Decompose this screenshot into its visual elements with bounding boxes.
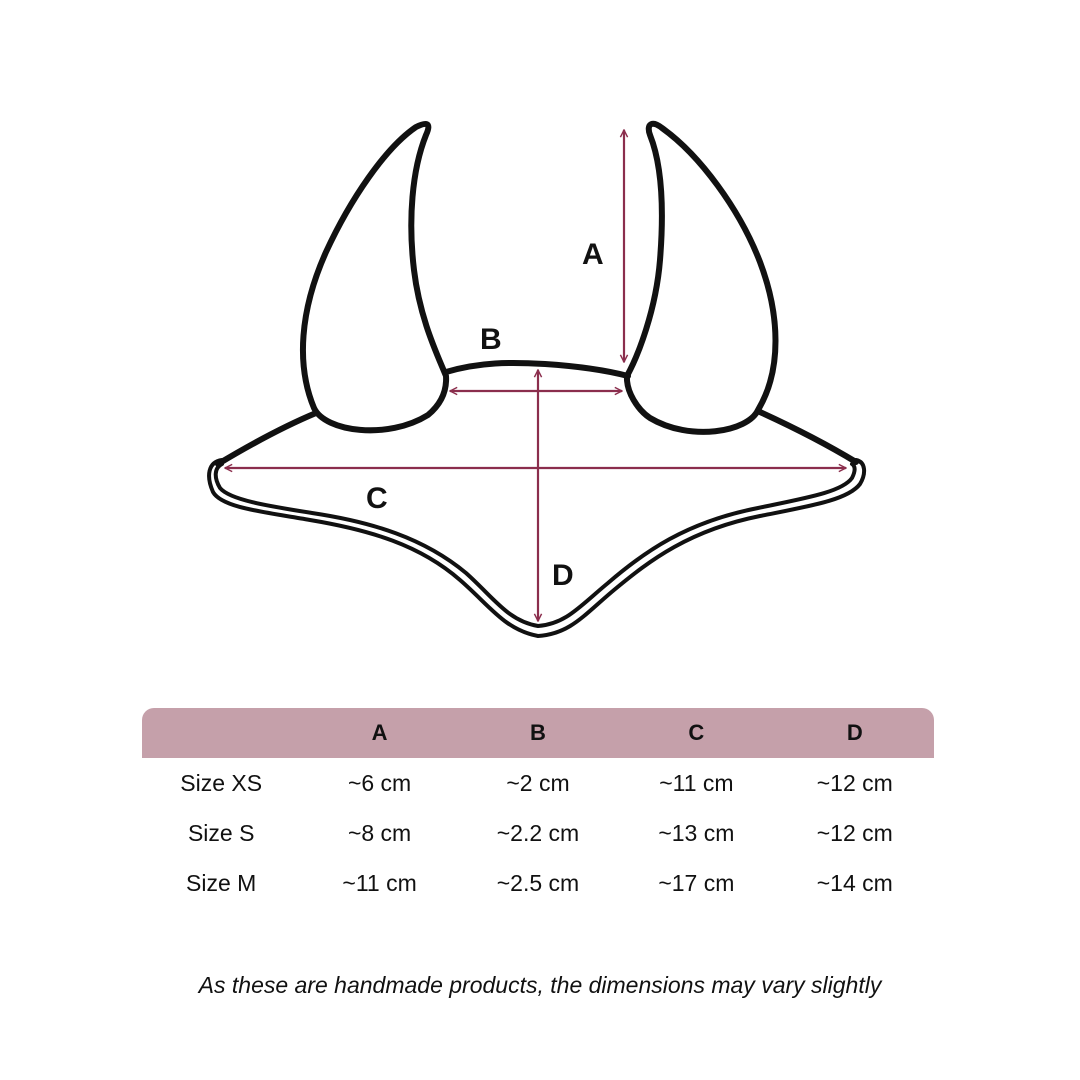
left-ear-outline xyxy=(303,124,446,430)
right-strap-outline xyxy=(760,412,856,462)
table-row xyxy=(142,858,934,908)
size-table xyxy=(142,708,934,908)
value-a: ~11 cm xyxy=(342,869,417,896)
header-cell-b: B xyxy=(530,720,546,745)
table-header xyxy=(142,708,934,758)
size-label: Size XS xyxy=(180,769,263,796)
size-label: Size M xyxy=(186,869,257,896)
value-d: ~14 cm xyxy=(816,869,893,896)
header-cell-a: A xyxy=(371,720,388,745)
value-d: ~12 cm xyxy=(816,819,893,846)
table-row xyxy=(142,758,934,808)
label-b: B xyxy=(480,323,502,356)
right-ear-outline xyxy=(627,124,776,432)
value-c: ~13 cm xyxy=(658,819,735,846)
value-b: ~2.2 cm xyxy=(496,819,580,846)
header-cell-d: D xyxy=(846,720,863,745)
value-a: ~8 cm xyxy=(347,819,412,846)
size-label: Size S xyxy=(187,819,255,846)
value-a: ~6 cm xyxy=(347,769,412,796)
bonnet-band-inner xyxy=(216,464,855,626)
value-c: ~17 cm xyxy=(658,869,735,896)
header-cell-c: C xyxy=(688,720,705,745)
value-d: ~12 cm xyxy=(816,769,893,796)
value-c: ~11 cm xyxy=(659,769,734,796)
label-a: A xyxy=(582,238,604,271)
value-b: ~2.5 cm xyxy=(496,869,580,896)
label-c: C xyxy=(366,482,388,515)
left-strap-outline xyxy=(218,413,316,464)
label-d: D xyxy=(552,559,574,592)
table-row xyxy=(142,808,934,858)
bonnet-band-outer xyxy=(209,460,864,636)
header-cell-size xyxy=(142,708,300,758)
value-b: ~2 cm xyxy=(506,769,570,796)
handmade-note: As these are handmade products, the dimensions may vary slightly xyxy=(198,972,882,998)
